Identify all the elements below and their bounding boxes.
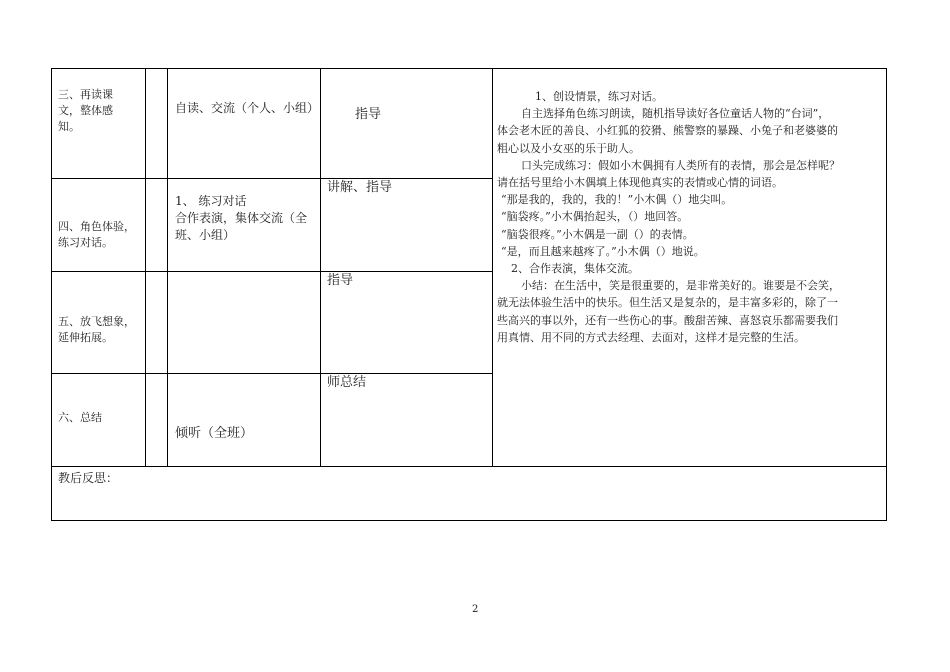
column-divider: [320, 68, 321, 467]
content-line: 粗心以及小女巫的乐于助人。: [497, 141, 640, 155]
table-bottom-border: [51, 520, 887, 521]
content-line: “那是我的，我的，我的！”小木偶（）地尖叫。: [501, 193, 733, 207]
content-line: 请在括号里给小木偶填上体现他真实的表情或心情的词语。: [497, 176, 783, 190]
table-top-border: [51, 68, 887, 69]
content-line: “脑袋疼。”小木偶抬起头，（）地回答。: [501, 210, 689, 224]
teacher-activity-cell: 讲解、指导: [327, 180, 393, 195]
content-line: 体会老木匠的善良、小红狐的狡猾、熊警察的暴躁、小兔子和老婆婆的: [497, 124, 838, 138]
content-line: 就无法体验生活中的快乐。但生活又是复杂的，是丰富多彩的，除了一: [497, 296, 838, 310]
stage-cell: 三、再读课 文，整体感 知。: [58, 88, 113, 133]
stage-cell: 六、总结: [58, 411, 102, 424]
page-number: 2: [472, 604, 479, 615]
content-line: “脑袋很疼。”小木偶是一副（）的表情。: [501, 227, 694, 241]
lesson-content-text: [497, 88, 867, 346]
reflection-label: 教后反思：: [58, 471, 119, 485]
content-line: 2、合作表演，集体交流。: [511, 262, 639, 276]
row-divider: [51, 271, 492, 272]
content-line: 些高兴的事以外，还有一些伤心的事。酸甜苦辣、喜怒哀乐都需要我们: [497, 313, 838, 327]
table-right-border: [886, 68, 887, 521]
teacher-activity-cell: 指导: [355, 107, 382, 122]
student-activity-cell: 1、 练习对话 合作表演，集体交流（全 班、小组）: [175, 194, 308, 242]
student-activity-cell: 倾听（全班）: [175, 426, 254, 441]
column-divider: [145, 68, 146, 467]
content-line: “是，而且越来越疼了。”小木偶（）地说。: [501, 244, 705, 258]
teacher-activity-cell: 指导: [327, 273, 354, 288]
content-line: 1、创设情景，练习对话。: [535, 90, 663, 103]
stage-cell: 四、角色体验， 练习对话。: [58, 220, 135, 249]
table-left-border: [51, 68, 52, 521]
content-line: 小结：在生活中，笑是很重要的，是非常美好的。谁要是不会笑，: [521, 279, 840, 293]
column-divider: [167, 68, 168, 467]
teacher-activity-cell: 师总结: [327, 375, 367, 390]
student-activity-cell: 自读、交流（个人、小组）: [175, 101, 320, 115]
content-line: 口头完成练习：假如小木偶拥有人类所有的表情，那会是怎样呢？: [521, 158, 840, 172]
column-divider: [492, 68, 493, 467]
content-line: 自主选择角色练习朗读，随机指导读好各位童话人物的“台词”，: [521, 107, 830, 121]
row-divider: [51, 373, 492, 374]
row-divider: [51, 178, 492, 179]
stage-cell: 五、放飞想象， 延伸拓展。: [58, 315, 135, 344]
content-line: 用真情、用不同的方式去经理、去面对，这样才是完整的生活。: [497, 330, 805, 344]
row-divider: [51, 466, 887, 467]
